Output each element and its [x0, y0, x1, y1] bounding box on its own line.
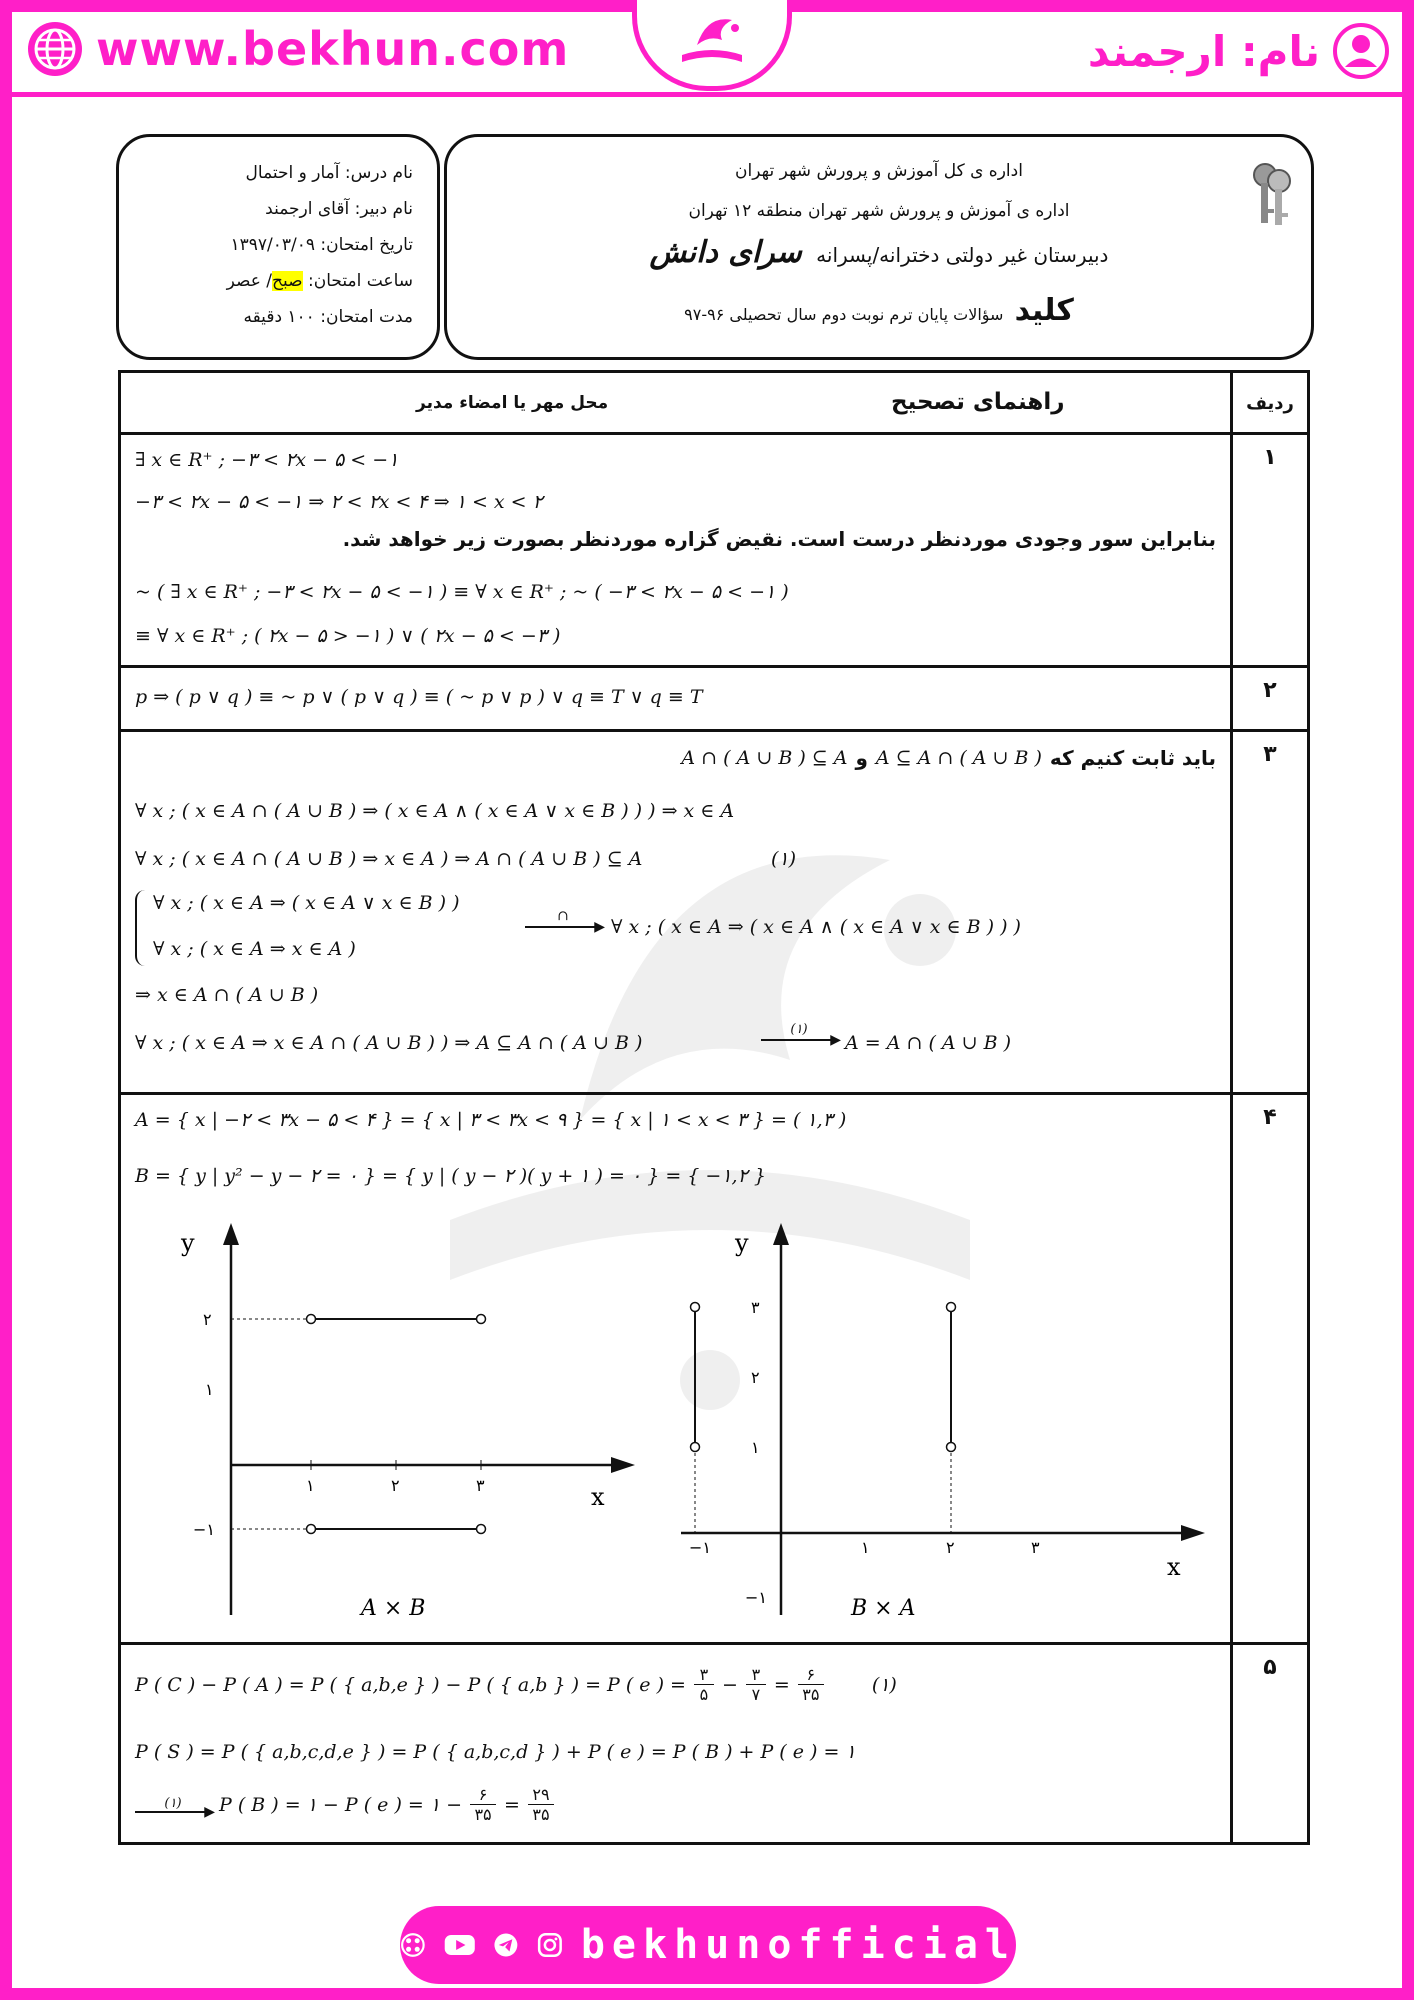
g1-title: A × B	[361, 1596, 426, 1621]
g1-xlabel: x	[591, 1483, 605, 1511]
frac-den: ۳۵	[474, 1805, 492, 1824]
r5-tag: (۱)	[871, 1673, 897, 1696]
row-number: ۲	[1232, 667, 1309, 731]
frac-num: ۶	[478, 1785, 488, 1804]
stamp-header: محل مهر یا امضاء مدیر	[416, 393, 609, 413]
site-link[interactable]	[26, 20, 569, 78]
r3-arrow2-line: ▶	[761, 1039, 837, 1041]
r5-line1	[135, 1665, 897, 1704]
r3-line4: ⇒ x ∈ A ∩ ( A ∪ B )	[135, 984, 319, 1006]
exam-date: تاریخ امتحان: ۱۳۹۷/۰۳/۰۹	[230, 235, 413, 255]
guide-header: راهنمای تصحیح	[891, 389, 1065, 415]
r1-line1: ∃ x ∈ R⁺ ; −۳ < ۲x − ۵ < −۱	[135, 449, 399, 471]
r1-line5: ≡ ∀ x ∈ R⁺ ; ( ۲x − ۵ > −۱ ) ∨ ( ۲x − ۵ < −۳ )	[135, 625, 561, 647]
frac	[528, 1785, 554, 1824]
site-url: www.bekhun.com	[96, 22, 570, 76]
g2-x-arrow	[1181, 1525, 1205, 1541]
frac-den: ۳۵	[802, 1685, 820, 1704]
r5-line2: P ( S ) = P ( { a,b,c,d,e } ) = P ( { a,b,c,d } ) + P ( e ) = P ( B ) + P ( e ) = ۱	[135, 1741, 856, 1763]
time-rest: / عصر	[226, 271, 273, 291]
frac	[470, 1785, 496, 1824]
frac-den: ۷	[751, 1685, 761, 1704]
aparat-icon[interactable]	[400, 1927, 426, 1963]
org-line-2: اداره ی آموزش و پرورش شهر تهران منطقه ۱۲ تهران	[688, 201, 1070, 221]
r3-arrow-label: ∩	[557, 908, 569, 924]
r3-intro-a: A ⊆ A ∩ ( A ∪ B )	[875, 747, 1042, 769]
table-row	[120, 1094, 1309, 1644]
exam-title: سؤالات پایان ترم نوبت دوم سال تحصیلی ۹۶-۹۷	[684, 305, 1004, 324]
name-label: نام: ارجمند	[1087, 26, 1320, 76]
r3-line1: ∀ x ; ( x ∈ A ∩ ( A ∪ B ) ⇒ ( x ∈ A ∧ ( x ∈ A ∨ x ∈ B ) ) ) ⇒ x ∈ A	[135, 800, 735, 822]
r5-eq: =	[773, 1673, 790, 1696]
g1-x-arrow	[611, 1457, 635, 1473]
g1-open-point	[477, 1315, 486, 1324]
row-header: ردیف	[1232, 372, 1309, 434]
r3-arrow	[525, 908, 605, 935]
school-line	[447, 235, 1311, 270]
exam-duration: مدت امتحان: ۱۰۰ دقیقه	[243, 307, 413, 327]
r3-intro-b: A ∩ ( A ∪ B ) ⊆ A	[681, 747, 848, 769]
r5-line1-text: P ( C ) − P ( A ) = P ( { a,b,e } ) − P ( { a,b } ) = P ( e ) =	[135, 1673, 686, 1696]
frac	[694, 1665, 714, 1704]
r3-intro-and: و	[855, 746, 868, 770]
g1-xtick-3: ۳	[476, 1476, 485, 1495]
r5-arrow: (۱) ▶	[135, 1796, 211, 1813]
frac	[746, 1665, 766, 1704]
table-header-row	[120, 372, 1309, 434]
g2-y-arrow	[773, 1223, 789, 1245]
g1-ylabel: y	[181, 1229, 195, 1257]
g2-ytick-1: ۱	[751, 1438, 760, 1457]
r5-line3	[135, 1785, 554, 1824]
g1-y-arrow	[223, 1223, 239, 1245]
brand-logo	[632, 0, 792, 91]
footer-social-bar[interactable]	[400, 1906, 1016, 1984]
r3-line5-result: A = A ∩ ( A ∪ B )	[845, 1032, 1012, 1054]
frac-num: ۶	[806, 1665, 816, 1684]
r1-line2: −۳ < ۲x − ۵ < −۱ ⇒ ۲ < ۲x < ۴ ⇒ ۱ < x < ۲	[135, 491, 543, 513]
youtube-icon[interactable]	[444, 1928, 476, 1962]
exam-title-line	[447, 293, 1311, 328]
row-number: ۴	[1232, 1094, 1309, 1644]
time-label: ساعت امتحان:	[308, 271, 413, 291]
school-name: دبیرستان غیر دولتی دخترانه/پسرانه	[816, 243, 1109, 267]
r5-arrow-label: (۱)	[164, 1796, 182, 1811]
g2-xtick-1: ۱	[861, 1538, 870, 1557]
frac-num: ۳	[699, 1665, 709, 1684]
user-icon	[1332, 22, 1390, 80]
g2-title: B × A	[851, 1596, 916, 1621]
org-line-1: اداره ی کل آموزش و پرورش شهر تهران	[735, 161, 1023, 181]
r3-line2: ∀ x ; ( x ∈ A ∩ ( A ∪ B ) ⇒ x ∈ A ) ⇒ A ∩ ( A ∪ B ) ⊆ A	[135, 848, 643, 870]
r3-line3a: ∀ x ; ( x ∈ A ⇒ ( x ∈ A ∨ x ∈ B ) )	[153, 892, 460, 914]
student-name	[1088, 22, 1390, 80]
exam-info-box	[116, 134, 440, 360]
r5-minus: −	[721, 1673, 738, 1696]
table-row	[120, 667, 1309, 731]
frac-num: ۲۹	[532, 1785, 550, 1804]
graph-b-times-a	[651, 1215, 1211, 1635]
book-logo-icon	[637, 0, 787, 86]
r1-text: بنابراین سور وجودی موردنظر درست است. نقیض گزاره موردنظر بصورت زیر خواهد شد.	[342, 527, 1216, 551]
g1-open-point	[477, 1525, 486, 1534]
r3-arrow-line: ▶	[525, 926, 601, 928]
g2-ytick-m1: −۱	[745, 1588, 767, 1607]
table-row	[120, 731, 1309, 1094]
r3-line3b: ∀ x ; ( x ∈ A ⇒ x ∈ A )	[153, 938, 356, 960]
frac	[798, 1665, 824, 1704]
r3-brace	[135, 890, 151, 966]
r4-line2: B = { y | y² − y − ۲ = ۰ } = { y | ( y − ۲ )( y + ۱ ) = ۰ } = { −۱,۲ }	[135, 1165, 766, 1187]
r4-line1: A = { x | −۲ < ۳x − ۵ < ۴ } = { x | ۳ < ۳x < ۹ } = { x | ۱ < x < ۳ } = ( ۱,۳ )	[135, 1109, 847, 1131]
g2-open-point	[691, 1443, 700, 1452]
g1-ytick-2: ۲	[203, 1310, 212, 1329]
r5-eq2: =	[504, 1793, 520, 1816]
graph-a-times-b	[161, 1215, 641, 1635]
g1-ytick-m1: −۱	[193, 1520, 215, 1539]
table-row	[120, 1644, 1309, 1844]
r2-line1: p ⇒ ( p ∨ q ) ≡ ~ p ∨ ( p ∨ q ) ≡ ( ~ p ∨ p ) ∨ q ≡ T ∨ q ≡ T	[135, 686, 703, 708]
footer-handle: bekhunofficial	[580, 1922, 1016, 1968]
g1-ytick-1: ۱	[205, 1380, 214, 1399]
r3-arrow2	[761, 1022, 841, 1048]
frac-num: ۳	[751, 1665, 761, 1684]
r3-line0	[681, 746, 1216, 770]
table-row	[120, 434, 1309, 667]
g2-ylabel: y	[735, 1229, 749, 1257]
g1-open-point	[307, 1525, 316, 1534]
g1-open-point	[307, 1315, 316, 1324]
row-number: ۱	[1232, 434, 1309, 667]
telegram-icon[interactable]	[493, 1927, 519, 1963]
r3-line5: ∀ x ; ( x ∈ A ⇒ x ∈ A ∩ ( A ∪ B ) ) ⇒ A ⊆ A ∩ ( A ∪ B )	[135, 1032, 643, 1054]
g2-xtick-3: ۳	[1031, 1538, 1040, 1557]
instagram-icon[interactable]	[537, 1927, 563, 1963]
r3-intro: باید ثابت کنیم که	[1049, 746, 1216, 770]
row-number: ۳	[1232, 731, 1309, 1094]
r3-arrow2-label: (۱)	[790, 1022, 808, 1037]
g2-xtick-m1: −۱	[689, 1538, 711, 1557]
g1-xtick-1: ۱	[306, 1476, 315, 1495]
frac-den: ۵	[699, 1685, 709, 1704]
course-name: نام درس: آمار و احتمال	[245, 163, 413, 183]
school-logo: سرای دانش	[649, 235, 802, 270]
g2-ytick-3: ۳	[751, 1298, 760, 1317]
time-morning: صبح	[272, 271, 303, 291]
r1-line4: ~ ( ∃ x ∈ R⁺ ; −۳ < ۲x − ۵ < −۱ ) ≡ ∀ x ∈ R⁺ ; ~ ( −۳ < ۲x − ۵ < −۱ )	[135, 581, 789, 603]
answer-table	[118, 370, 1310, 1845]
key-word: کلید	[1014, 293, 1074, 328]
exam-time	[227, 271, 413, 291]
teacher-name: نام دبیر: آقای ارجمند	[265, 199, 413, 219]
g2-xtick-2: ۲	[946, 1538, 955, 1557]
g2-open-point	[947, 1303, 956, 1312]
g2-ytick-2: ۲	[751, 1368, 760, 1387]
globe-icon	[26, 20, 84, 78]
g2-open-point	[691, 1303, 700, 1312]
r5-line3-text: P ( B ) = ۱ − P ( e ) = ۱ −	[219, 1793, 463, 1816]
exam-header-box	[444, 134, 1314, 360]
g2-open-point	[947, 1443, 956, 1452]
g1-xtick-2: ۲	[391, 1476, 400, 1495]
frac-den: ۳۵	[532, 1805, 550, 1824]
r3-line3-result: ∀ x ; ( x ∈ A ⇒ ( x ∈ A ∧ ( x ∈ A ∨ x ∈ B ) ) )	[611, 916, 1021, 938]
row-number: ۵	[1232, 1644, 1309, 1844]
g2-xlabel: x	[1167, 1553, 1181, 1581]
r3-line2-tag: (۱)	[771, 848, 797, 870]
